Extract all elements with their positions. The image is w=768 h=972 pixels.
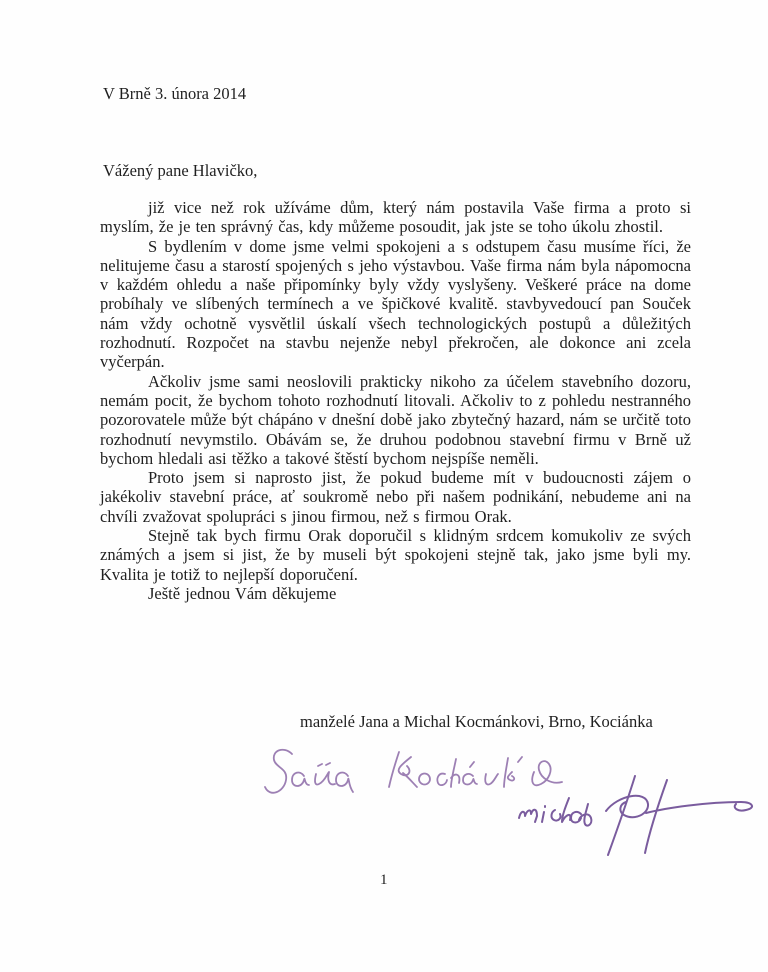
date-line: V Brně 3. února 2014 (103, 84, 247, 103)
paragraph-2: S bydlením v dome jsme velmi spokojeni a s odstupem času musíme říci, že nelitujeme času a starostí spojených s jeho výstavbou. Vaše firma nám byla nápomocna v každém ohledu a naše připomínky byly vždy vyslyšeny. Veškeré práce na dome probíhaly ve slíbených termínech a ve špičkové kvalitě. stavbyvedoucí pan Souček nám vždy ochotně vysvětlil úskalí všech technologických postupů a důležitých rozhodnutí. Rozpočet na stavbu nejenže nebyl překročen, ale dokonce ani zcela vyčerpán. (100, 236, 691, 372)
signature-michal-strokes (519, 776, 752, 855)
handwritten-signature-michal (505, 768, 765, 863)
signature-typed-names: manželé Jana a Michal Kocmánkovi, Brno, Kociánka (300, 712, 653, 731)
paragraph-6: Ještě jednou Vám děkujeme (148, 583, 337, 603)
paragraph-5: Stejně tak bych firmu Orak doporučil s klidným srdcem komukoliv ze svých známých a jsem si jist, že by museli být spokojeni stejně tak, jako jsme byli my. Kvalita je totiž to nejlepší doporučení. (100, 526, 691, 584)
paragraph-1: již vice než rok užíváme dům, který nám postavila Vaše firma a proto si myslím, že je ten správný čas, kdy můžeme posoudit, jak jste se toho úkolu zhostil. (100, 198, 691, 237)
salutation: Vážený pane Hlavičko, (103, 161, 258, 180)
paragraph-4: Proto jsem si naprosto jist, že pokud budeme mít v budoucnosti zájem o jakékoliv stavební práce, ať soukromě nebo při našem podnikání, nebudeme ani na chvíli zvažovat spolupráci s jinou firmou, než s firmou Orak. (100, 468, 691, 526)
paragraph-3: Ačkoliv jsme sami neoslovili prakticky nikoho za účelem stavebního dozoru, nemám pocit, že bychom tohoto rozhodnutí litovali. Ačkoliv to z pohledu nestranného pozorovatele může být chápáno v dnešní době jako zbytečný hazard, nám se určitě toto rozhodnutí nevymstilo. Obávám se, že druhou podobnou stavební firmu v Brně už bychom hledali asi těžko a takové štěstí bychom nejspíše neměli. (100, 371, 691, 468)
page-number: 1 (380, 872, 388, 888)
letter-body (100, 198, 691, 603)
